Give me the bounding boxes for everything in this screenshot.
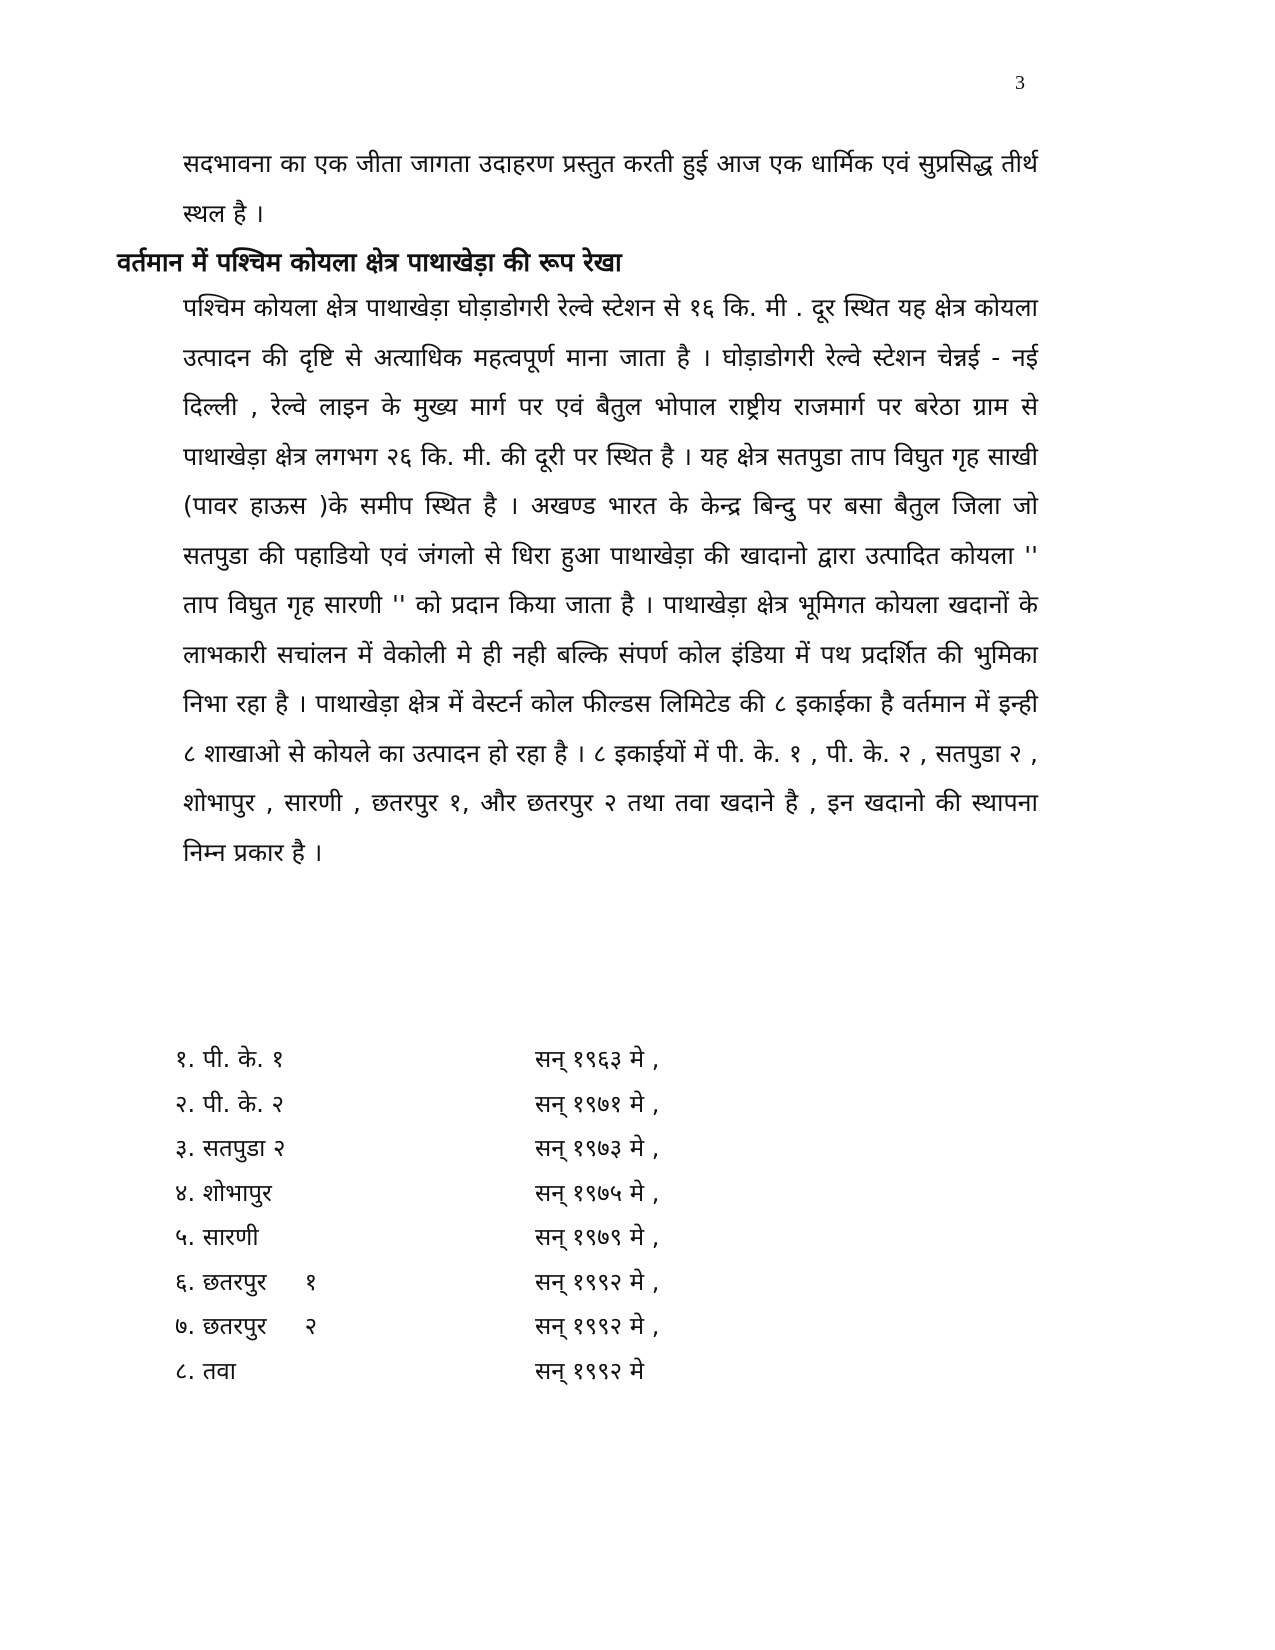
mine-year: सन् १९९२ मे , [535,1312,660,1340]
mine-year: सन् १९७१ मे , [535,1089,660,1118]
mine-establishment-list [175,1037,875,1393]
list-item [175,1349,875,1394]
mine-name: ५. सारणी [175,1223,259,1251]
list-item [175,1215,875,1260]
list-item [175,1171,875,1216]
mine-name: ८. तवा [175,1356,236,1385]
mine-name: ७. छतरपुर २ [175,1312,318,1340]
list-item [175,1304,875,1349]
mine-name: ३. सतपुडा २ [175,1134,286,1162]
main-paragraph: पश्चिम कोयला क्षेत्र पाथाखेड़ा घोड़ाडोगरी रेल्वे स्टेशन से १६ कि. मी . दूर स्थित यह क्षेत्र कोयला उत्पादन की दृष्टि से अत्याधिक महत्वपूर्ण माना जाता है । घोड़ाडोगरी रेल्वे स्टेशन चेन्नई - नई दिल्ली , रेल्वे लाइन के मुख्य मार्ग पर एवं बैतुल भोपाल राष्ट्रीय राजमार्ग पर बरेठा ग्राम से पाथाखेड़ा क्षेत्र लगभग २६ कि. मी. की दूरी पर स्थित है । यह क्षेत्र सतपुडा ताप विघुत गृह साखी (पावर हाऊस )के समीप स्थित है । अखण्ड भारत के केन्द्र बिन्दु पर बसा बैतुल जिला जो सतपुडा की पहाडियो एवं जंगलो से धिरा हुआ पाथाखेड़ा की खादानो द्वारा उत्पादित कोयला '' ताप विघुत गृह सारणी '' को प्रदान किया जाता है । पाथाखेड़ा क्षेत्र भूमिगत कोयला खदानों के लाभकारी सचांलन में वेकोली मे ही नही बल्कि संपर्ण कोल इंडिया में पथ प्रदर्शित की भुमिका निभा रहा है । पाथाखेड़ा क्षेत्र में वेस्टर्न कोल फील्डस लिमिटेड की ८ इकाईका है वर्तमान में इन्ही ८ शाखाओ से कोयले का उत्पादन हो रहा है । ८ इकाईयों में पी. के. १ , पी. के. २ , सतपुडा २ , शोभापुर , सारणी , छतरपुर १, और छतरपुर २ तथा तवा खदाने है , इन खदानो की स्थापना निम्न प्रकार है । [183,293,1038,867]
mine-name: २. पी. के. २ [175,1089,285,1118]
list-item [175,1126,875,1171]
mine-year: सन् १९६३ मे , [535,1045,660,1073]
mine-year: सन् १९७५ मे , [535,1178,660,1207]
list-item [175,1082,875,1127]
mine-name: १. पी. के. १ [175,1045,285,1073]
list-item [175,1260,875,1305]
mine-name: ४. शोभापुर [175,1178,272,1207]
mine-year: सन् १९७३ मे , [535,1134,660,1162]
intro-paragraph: सदभावना का एक जीता जागता उदाहरण प्रस्तुत करती हुई आज एक धार्मिक एवं सुप्रसिद्ध तीर्थ स्थल है । [183,149,1038,228]
list-item [175,1037,875,1082]
page-number: 3 [1015,72,1025,94]
section-heading: वर्तमान में पश्चिम कोयला क्षेत्र पाथाखेड़ा की रूप रेखा [117,248,622,278]
mine-year: सन् १९९२ मे , [535,1267,660,1296]
mine-name: ६. छतरपुर १ [175,1267,318,1296]
mine-year: सन् १९७९ मे , [535,1223,660,1251]
mine-year: सन् १९९२ मे [535,1356,645,1385]
